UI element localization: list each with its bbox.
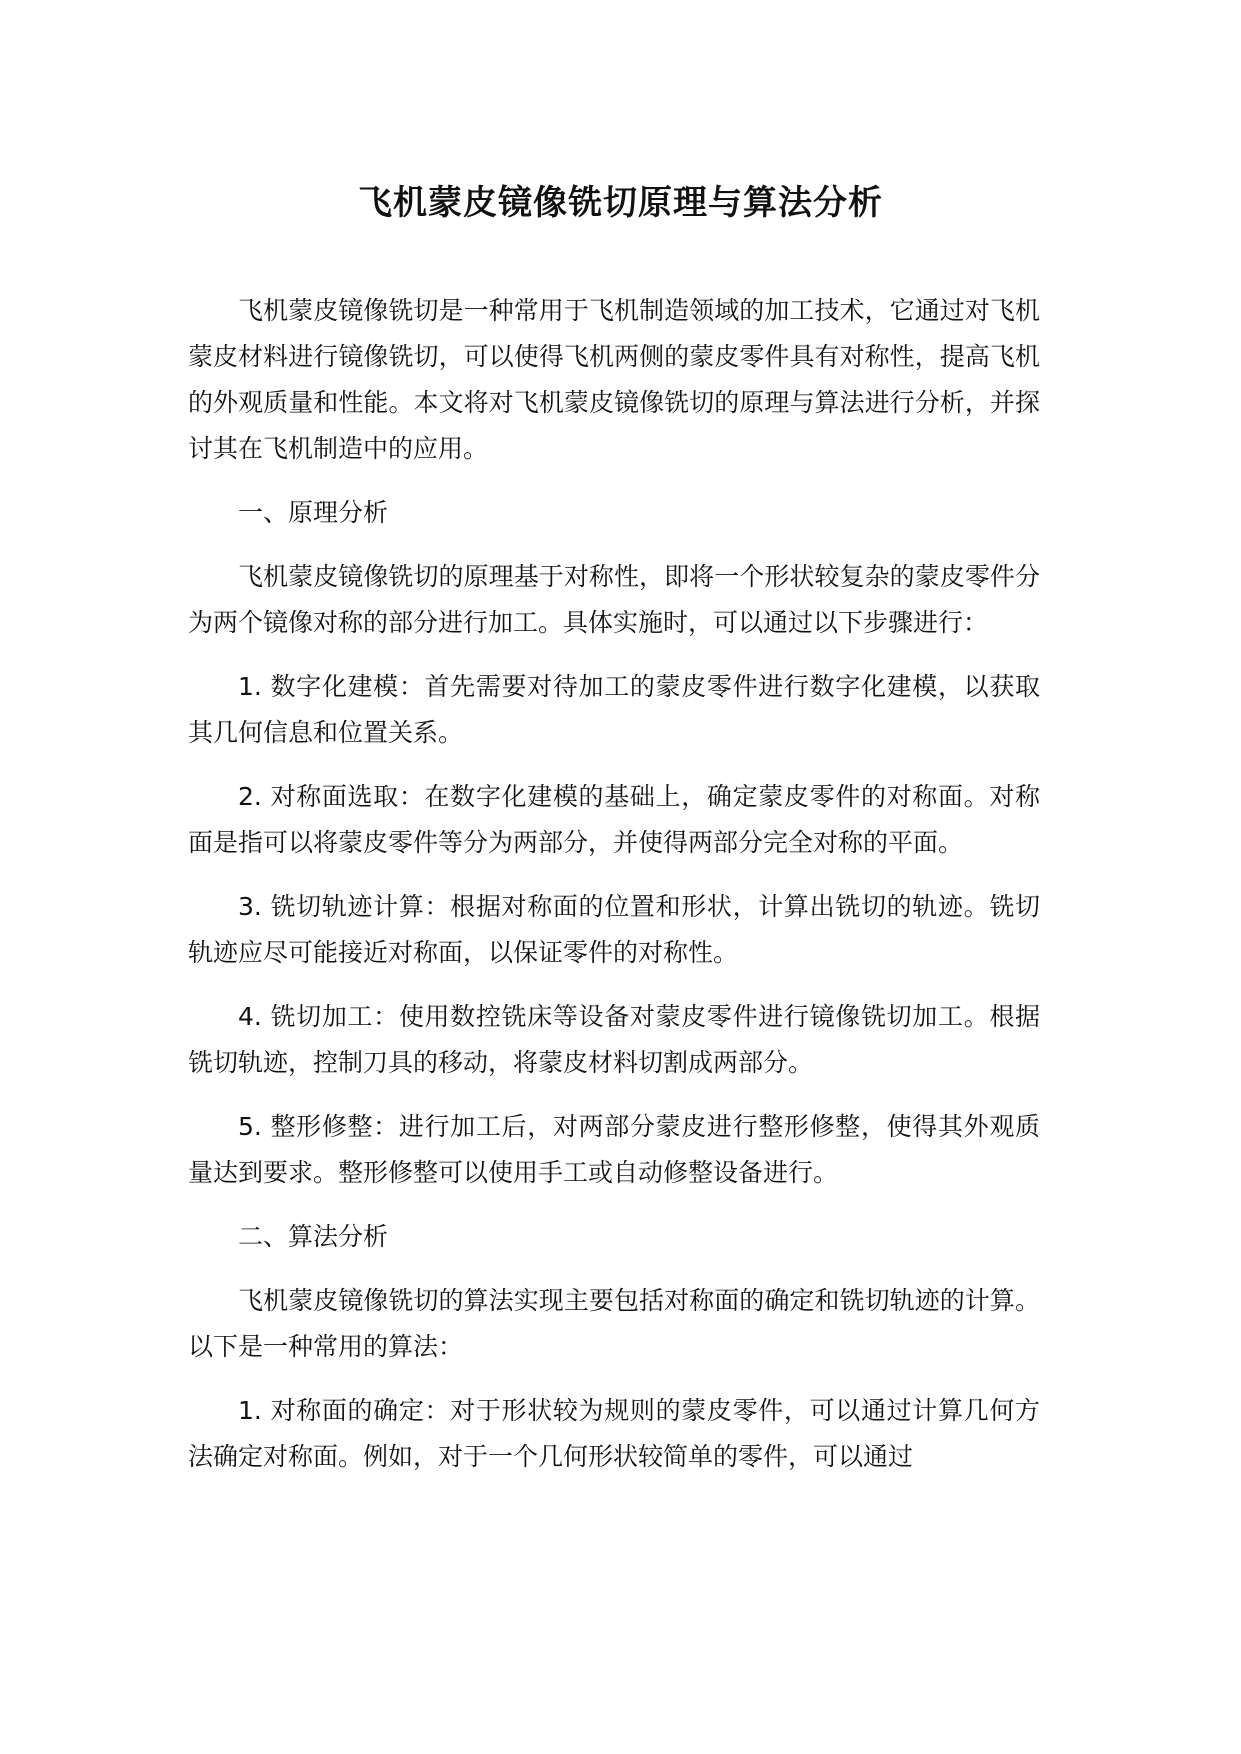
intro-paragraph: 飞机蒙皮镜像铣切是一种常用于飞机制造领域的加工技术，它通过对飞机蒙皮材料进行镜像铣切，可以使得飞机两侧的蒙皮零件具有对称性，提高飞机的外观质量和性能。本文将对飞机蒙皮镜像铣切的原理与算法进行分析，并探讨其在飞机制造中的应用。 <box>188 296 1040 463</box>
section-heading-principle: 一、原理分析 <box>238 498 389 527</box>
algorithm-step-1-paragraph: 1. 对称面的确定：对于形状较为规则的蒙皮零件，可以通过计算几何方法确定对称面。例如，对于一个几何形状较简单的零件，可以通过 <box>188 1396 1040 1471</box>
document-title: 飞机蒙皮镜像铣切原理与算法分析 <box>358 183 883 223</box>
document-body <box>188 288 1040 1498</box>
step-5-paragraph: 5. 整形修整：进行加工后，对两部分蒙皮进行整形修整，使得其外观质量达到要求。整形修整可以使用手工或自动修整设备进行。 <box>188 1112 1040 1187</box>
algorithm-paragraph: 飞机蒙皮镜像铣切的算法实现主要包括对称面的确定和铣切轨迹的计算。以下是一种常用的算法： <box>188 1286 1040 1361</box>
section-heading-algorithm: 二、算法分析 <box>238 1222 389 1251</box>
step-2-paragraph: 2. 对称面选取：在数字化建模的基础上，确定蒙皮零件的对称面。对称面是指可以将蒙皮零件等分为两部分，并使得两部分完全对称的平面。 <box>188 782 1040 857</box>
step-3-paragraph: 3. 铣切轨迹计算：根据对称面的位置和形状，计算出铣切的轨迹。铣切轨迹应尽可能接近对称面，以保证零件的对称性。 <box>188 892 1040 967</box>
principle-paragraph: 飞机蒙皮镜像铣切的原理基于对称性，即将一个形状较复杂的蒙皮零件分为两个镜像对称的部分进行加工。具体实施时，可以通过以下步骤进行： <box>188 562 1040 637</box>
step-1-paragraph: 1. 数字化建模：首先需要对待加工的蒙皮零件进行数字化建模，以获取其几何信息和位置关系。 <box>188 672 1040 747</box>
step-4-paragraph: 4. 铣切加工：使用数控铣床等设备对蒙皮零件进行镜像铣切加工。根据铣切轨迹，控制刀具的移动，将蒙皮材料切割成两部分。 <box>188 1002 1040 1077</box>
